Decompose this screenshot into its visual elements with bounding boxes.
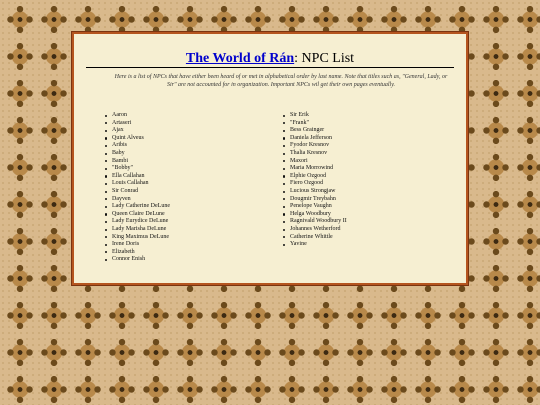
npc-list-item: Thalia Kresnov <box>282 150 347 158</box>
npc-list-item: Ajax <box>104 127 170 135</box>
npc-list-item: "Frank" <box>282 120 347 128</box>
npc-list-item: Lucious Strongjaw <box>282 188 347 196</box>
npc-list-item: Elphie Ozgood <box>282 173 347 181</box>
npc-list-item: Bess Grainger <box>282 127 347 135</box>
npc-list-item: Lady Catherine DeLune <box>104 203 170 211</box>
npc-list-item: Artaseri <box>104 120 170 128</box>
npc-list-item: Quint Alveus <box>104 135 170 143</box>
page-title-suffix: : NPC List <box>294 51 355 66</box>
npc-list-item: Lady Marisha DeLune <box>104 226 170 234</box>
npc-list-item: Yavine <box>282 241 347 249</box>
npc-list-item: Dougmir Treybahn <box>282 196 347 204</box>
npc-list-item: Irene Doris <box>104 241 170 249</box>
npc-list-item: Catherine Whittle <box>282 234 347 242</box>
npc-list-item: Elizabeth <box>104 249 170 257</box>
content-panel <box>72 32 468 285</box>
npc-list-item: Ragnivald Woodbury II <box>282 218 347 226</box>
npc-list-item: Ella Callahan <box>104 173 170 181</box>
npc-list-item: Daniela Jefferson <box>282 135 347 143</box>
npc-list-item: Queen Claire DeLune <box>104 211 170 219</box>
npc-list-item: Dayven <box>104 196 170 204</box>
npc-list-item: Helga Woodbury <box>282 211 347 219</box>
page-title <box>86 52 454 68</box>
npc-list-item: Fyodor Kresnov <box>282 142 347 150</box>
npc-list-item: Lady Eurydice DeLune <box>104 218 170 226</box>
npc-list-right <box>282 112 347 249</box>
npc-list-item: Aaron <box>104 112 170 120</box>
npc-list-item: "Bobby" <box>104 165 170 173</box>
npc-list-left <box>104 112 170 264</box>
npc-list-item: Penelope Vaughn <box>282 203 347 211</box>
npc-list-item: Fiero Ozgood <box>282 180 347 188</box>
npc-list-item: King Maximus DeLune <box>104 234 170 242</box>
npc-list-item: Sir Conrad <box>104 188 170 196</box>
npc-list-item: Bambi <box>104 158 170 166</box>
npc-list-item: Sir Erik <box>282 112 347 120</box>
npc-list-item: Connor Enish <box>104 256 170 264</box>
npc-list-item: Aribis <box>104 142 170 150</box>
world-of-ran-link[interactable]: The World of Rán <box>185 51 295 66</box>
npc-list-item: Maxori <box>282 158 347 166</box>
npc-list-item: Maria Morrowind <box>282 165 347 173</box>
npc-list-item: Louis Callahan <box>104 180 170 188</box>
intro-text: Here is a list of NPCs that have either been heard of or met in alphabetical order by last name. Note that titles such as, "General, Lady, or Sir" are not accounted for in organization. Important NPCs wil get their own pages eventually. <box>114 74 448 88</box>
npc-list-item: Baby <box>104 150 170 158</box>
npc-list-item: Johannes Wetherford <box>282 226 347 234</box>
